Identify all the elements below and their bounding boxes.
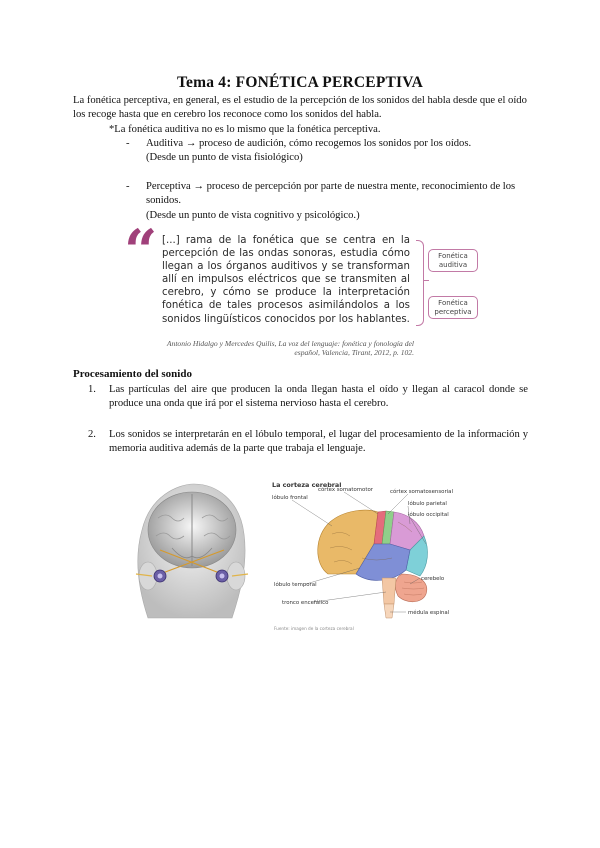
quote-citation: Antonio Hidalgo y Mercedes Quilis, La voz del lenguaje: fonética y fonología del español, Valencia, Tirant, 2012, p. 102. [166,339,414,357]
quote-bracket-tick [423,280,429,281]
cortex-figure-caption: Fuente: imagen de la corteza cerebral [274,626,354,631]
label-temporal-lobe: lóbulo temporal [274,582,317,588]
label-somatosensory-cortex: córtex somatosensorial [390,489,453,495]
bullet-perceptiva [126,180,526,223]
numbered-item [88,383,528,412]
label-parietal-lobe: lóbulo parietal [408,501,447,507]
section-heading: Procesamiento del sonido [73,368,192,380]
bullet-auditiva [126,137,526,166]
bullet-subtext: (Desde un punto de vista fisiológico) [146,152,303,164]
label-motor-cortex: córtex somatomotor [318,487,373,493]
label-spinal-cord: médula espinal [408,610,450,616]
cortex-figure-title: La corteza cerebral [272,481,342,489]
label-frontal-lobe: lóbulo frontal [272,495,308,501]
item-text: Los sonidos se interpretarán en el lóbulo temporal, el lugar del procesamiento de la información y memoria auditiva además de la parte que trabaja el lenguaje. [109,429,528,455]
numbered-item [88,428,528,457]
note-paragraph: *La fonética auditiva no es lo mismo que la fonética perceptiva. [109,124,381,135]
item-text: Las partículas del aire que producen la onda llegan hasta el oído y llegan al caracol donde se produce una onda que irá por el sistema nervioso hasta el cerebro. [109,384,528,410]
head-auditory-illustration [128,478,254,628]
tag-fonetica-perceptiva: Fonética perceptiva [428,296,478,319]
bullet-text: Auditiva → proceso de audición, cómo recogemos los sonidos por los oídos. [146,138,472,149]
tag-fonetica-auditiva: Fonética auditiva [428,249,478,272]
label-cerebellum: cerebelo [421,576,445,582]
bullet-dash: - [126,138,130,149]
quote-mark-icon: “ [124,217,158,285]
quote-bracket [416,240,424,326]
cerebral-cortex-diagram [270,478,470,634]
bullet-text: Perceptiva → proceso de percepción por parte de nuestra mente, reconocimiento de los sonidos. [146,181,516,207]
bullet-dash: - [126,181,130,192]
bullet-subtext: (Desde un punto de vista cognitivo y psicológico.) [146,209,360,221]
item-index: 2. [88,429,96,440]
page-title: Tema 4: FONÉTICA PERCEPTIVA [176,74,424,91]
intro-paragraph: La fonética perceptiva, en general, es el estudio de la percepción de los sonidos del habla desde que el oído los recoge hasta que en cerebro los reconoce como los sonidos del habla. [73,95,527,121]
item-index: 1. [88,384,96,395]
quote-text: [...] rama de la fonética que se centra en la percepción de las ondas sonoras, estudia cómo llegan a los órganos auditivos y se transforman allí en impulsos eléctricos que se transmiten al cerebro, y cómo se produce la interpretación fonética de tales procesos asimilándolos a los sonidos lingüísticos conocidos por los hablantes. [162,235,410,325]
label-occipital-lobe: lóbulo occipital [408,512,449,518]
label-brainstem: tronco encefálico [282,600,329,606]
